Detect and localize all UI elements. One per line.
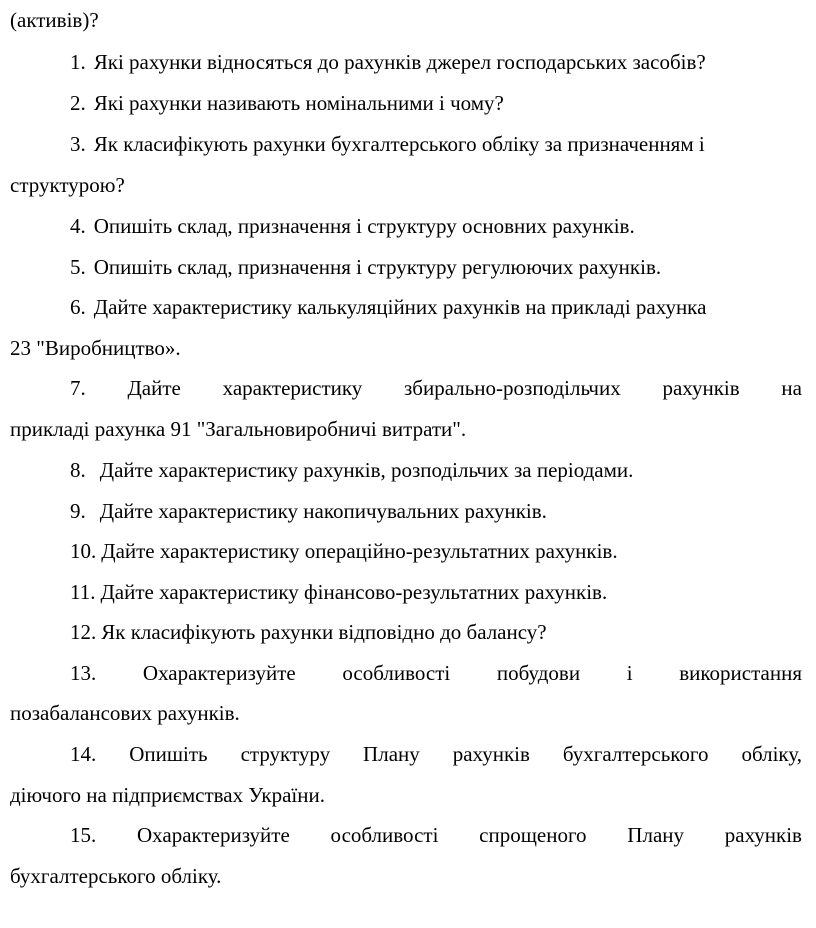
question-text: Опишіть склад, призначення і структуру основних рахунків. <box>93 214 635 238</box>
question-word: Охарактеризуйте <box>137 823 290 847</box>
question-word: рахунків <box>452 742 530 766</box>
question-word: особливості <box>342 661 451 685</box>
question-6-continuation: 23 "Виробництво». <box>10 336 181 360</box>
question-number: 9. <box>70 499 86 523</box>
question-word: Охарактеризуйте <box>142 661 296 685</box>
question-word: бухгалтерського <box>562 742 709 766</box>
question-word: на <box>781 376 802 400</box>
question-word: спрощеного <box>479 823 587 847</box>
question-word: Плану <box>363 742 420 766</box>
question-number: 7. <box>70 376 86 400</box>
question-word: використання <box>679 661 802 685</box>
question-number: 6. <box>70 295 86 319</box>
question-7 <box>70 373 802 403</box>
question-word: збирально-розподільчих <box>404 376 621 400</box>
question-word: характеристику <box>222 376 363 400</box>
question-number: 5. <box>70 255 86 279</box>
question-word: побудови <box>496 661 581 685</box>
question-text: Опишіть склад, призначення і структуру регулюючих рахунків. <box>93 255 662 279</box>
lead-line: (активів)? <box>10 8 99 32</box>
question-word: Дайте <box>127 376 181 400</box>
question-14 <box>70 739 802 769</box>
question-number: 14. <box>70 742 97 766</box>
question-text: Дайте характеристику накопичувальних рахунків. <box>99 499 547 523</box>
question-number: 2. <box>70 91 86 115</box>
question-number: 1. <box>70 50 86 74</box>
question-text: Як класифікують рахунки відповідно до балансу? <box>101 620 547 644</box>
question-11 <box>70 577 802 607</box>
question-word: особливості <box>330 823 439 847</box>
question-word: структуру <box>240 742 331 766</box>
question-word: рахунків <box>662 376 740 400</box>
question-word: рахунків <box>724 823 802 847</box>
question-number: 13. <box>70 661 97 685</box>
question-text: Дайте характеристику операційно-результатних рахунків. <box>101 539 618 563</box>
question-number: 11. <box>70 580 96 604</box>
question-number: 3. <box>70 132 86 156</box>
question-6 <box>70 292 802 322</box>
question-15 <box>70 820 802 850</box>
question-15-continuation: бухгалтерського обліку. <box>10 864 222 888</box>
question-text: Як класифікують рахунки бухгалтерського обліку за призначенням і <box>93 132 705 156</box>
question-13-continuation: позабалансових рахунків. <box>10 701 240 725</box>
question-text: Які рахунки відносяться до рахунків джерел господарських засобів? <box>93 50 706 74</box>
question-7-continuation: прикладі рахунка 91 "Загальновиробничі витрати". <box>10 417 467 441</box>
question-4 <box>70 211 802 241</box>
question-word: обліку, <box>741 742 802 766</box>
question-13 <box>70 658 802 688</box>
question-text: Дайте характеристику фінансово-результатних рахунків. <box>100 580 608 604</box>
question-10 <box>70 536 802 566</box>
question-3-continuation: структурою? <box>10 173 125 197</box>
question-9 <box>70 496 802 526</box>
question-text: Дайте характеристику рахунків, розподільчих за періодами. <box>99 458 634 482</box>
question-number: 4. <box>70 214 86 238</box>
question-number: 10. <box>70 539 97 563</box>
question-14-continuation: діючого на підприємствах України. <box>10 783 325 807</box>
question-word: Плану <box>627 823 685 847</box>
question-number: 15. <box>70 823 97 847</box>
question-1 <box>70 47 802 77</box>
question-8 <box>70 455 802 485</box>
question-word: і <box>626 661 633 685</box>
question-2 <box>70 88 802 118</box>
question-number: 8. <box>70 458 86 482</box>
question-5 <box>70 252 802 282</box>
question-word: Опишіть <box>129 742 208 766</box>
question-text: Які рахунки називають номінальними і чому? <box>93 91 504 115</box>
question-text: Дайте характеристику калькуляційних рахунків на прикладі рахунка <box>93 295 707 319</box>
question-3 <box>70 129 802 159</box>
question-12 <box>70 617 802 647</box>
question-number: 12. <box>70 620 97 644</box>
